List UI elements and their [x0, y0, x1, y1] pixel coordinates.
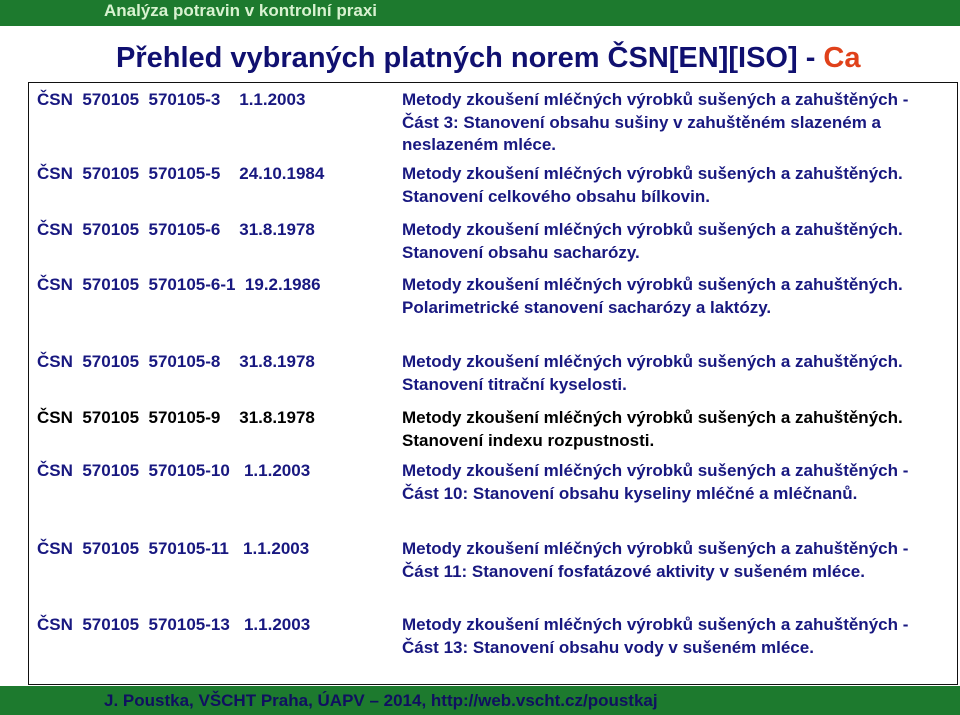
top-bar — [0, 0, 960, 26]
footer-credit: J. Poustka, VŠCHT Praha, ÚAPV – 2014, http://web.vscht.cz/poustkaj — [104, 691, 658, 710]
standard-code: ČSN 570105 570105-6-1 19.2.1986 — [37, 275, 321, 294]
footer-bar — [0, 686, 960, 715]
standard-description: Metody zkoušení mléčných výrobků sušených a zahuštěných. Stanovení obsahu sacharózy. — [402, 220, 903, 262]
standard-code: ČSN 570105 570105-3 1.1.2003 — [37, 90, 306, 109]
standard-description: Metody zkoušení mléčných výrobků sušených a zahuštěných. Polarimetrické stanovení sacharózy a laktózy. — [402, 275, 903, 317]
standard-description: Metody zkoušení mléčných výrobků sušených a zahuštěných. Stanovení celkového obsahu bílkovin. — [402, 164, 903, 206]
standard-code: ČSN 570105 570105-6 31.8.1978 — [37, 220, 315, 239]
standard-description: Metody zkoušení mléčných výrobků sušených a zahuštěných - Část 11: Stanovení fosfatázové aktivity v sušeném mléce. — [402, 539, 909, 581]
standard-code: ČSN 570105 570105-8 31.8.1978 — [37, 352, 315, 371]
standard-code: ČSN 570105 570105-5 24.10.1984 — [37, 164, 325, 183]
standard-code: ČSN 570105 570105-13 1.1.2003 — [37, 615, 311, 634]
standard-description: Metody zkoušení mléčných výrobků sušených a zahuštěných. Stanovení titrační kyselosti. — [402, 352, 903, 394]
standards-list — [28, 82, 958, 685]
standard-description: Metody zkoušení mléčných výrobků sušených a zahuštěných - Část 3: Stanovení obsahu sušiny v zahuštěném slazeném a neslazeném mléce. — [402, 90, 909, 155]
standard-description: Metody zkoušení mléčných výrobků sušených a zahuštěných. Stanovení indexu rozpustnosti. — [402, 408, 903, 450]
standard-description: Metody zkoušení mléčných výrobků sušených a zahuštěných - Část 13: Stanovení obsahu vody v sušeném mléce. — [402, 615, 909, 657]
standard-code: ČSN 570105 570105-9 31.8.1978 — [37, 408, 315, 427]
standard-code: ČSN 570105 570105-11 1.1.2003 — [37, 539, 310, 558]
course-title: Analýza potravin v kontrolní praxi — [104, 1, 378, 20]
standard-code: ČSN 570105 570105-10 1.1.2003 — [37, 461, 311, 480]
heading-text: Přehled vybraných platných norem ČSN[EN][ISO] - — [116, 42, 824, 74]
standard-description: Metody zkoušení mléčných výrobků sušených a zahuštěných - Část 10: Stanovení obsahu kyseliny mléčné a mléčnanů. — [402, 461, 909, 503]
heading-accent: Ca — [823, 42, 861, 74]
slide-heading — [116, 38, 861, 78]
